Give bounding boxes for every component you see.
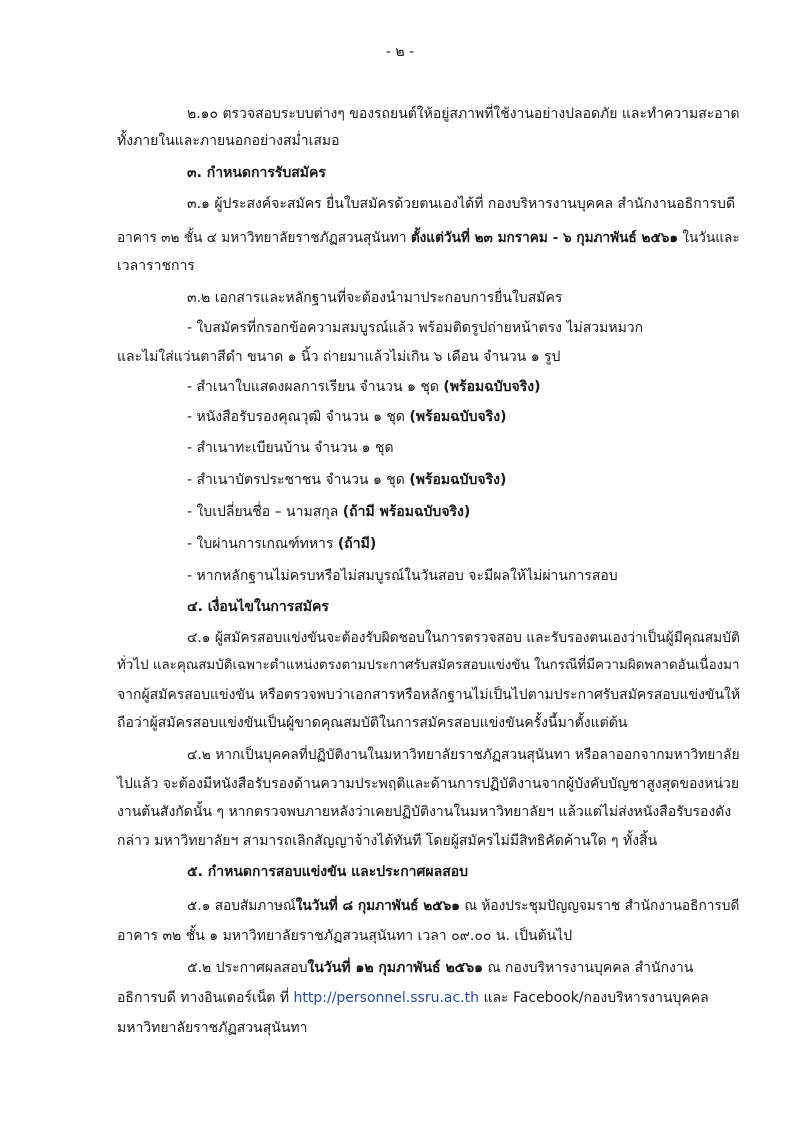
doc-house-registration: - สำเนาทะเบียนบ้าน จำนวน ๑ ชุด bbox=[187, 440, 394, 456]
item-4-1-line1: ๔.๑ ผู้สมัครสอบแข่งขันจะต้องรับผิดชอบในการตรวจสอบ และรับรองตนเองว่าเป็นผู้มีคุณสมบัติ bbox=[187, 630, 740, 646]
item-3-2-intro: ๓.๒ เอกสารและหลักฐานที่จะต้องนำมาประกอบการยื่นใบสมัคร bbox=[187, 290, 563, 306]
item-5-1-location: ณ ห้องประชุมปัญญจมราช สำนักงานอธิการบดี bbox=[460, 898, 740, 914]
item-5-2-line3: มหาวิทยาลัยราชภัฏสวนสุนันทา bbox=[117, 1020, 308, 1036]
item-5-1-date: ในวันที่ ๘ กุมภาพันธ์ ๒๕๖๑ bbox=[295, 898, 460, 914]
item-3-1-tail: ในวันและ bbox=[678, 230, 740, 246]
item-5-2-facebook: และ Facebook/กองบริหารงานบุคคล bbox=[479, 990, 709, 1006]
doc-military-note: (ถ้ามี) bbox=[337, 536, 377, 552]
item-5-2-label: ๕.๒ ประกาศผลสอบ bbox=[187, 960, 308, 976]
doc-military-text: - ใบผ่านการเกณฑ์ทหาร bbox=[187, 536, 338, 552]
item-2-10-line2: ทั้งภายในและภายนอกอย่างสม่ำเสมอ bbox=[117, 133, 340, 149]
item-2-10-line1: ๒.๑๐ ตรวจสอบระบบต่างๆ ของรถยนต์ให้อยู่สภาพที่ใช้งานอย่างปลอดภัย และทำความสะอาด bbox=[187, 106, 740, 122]
doc-certificate-note: (พร้อมฉบับจริง) bbox=[409, 409, 507, 425]
item-3-1-line3: เวลาราชการ bbox=[117, 258, 195, 274]
item-5-1-line2: อาคาร ๓๒ ชั้น ๑ มหาวิทยาลัยราชภัฏสวนสุนันทา เวลา ๐๙.๐๐ น. เป็นต้นไป bbox=[117, 928, 573, 944]
doc-transcript-text: - สำเนาใบแสดงผลการเรียน จำนวน ๑ ชุด bbox=[187, 379, 444, 395]
item-5-2-line1 bbox=[187, 958, 693, 978]
doc-certificate bbox=[187, 407, 507, 427]
doc-id-card-note: (พร้อมฉบับจริง) bbox=[409, 472, 507, 488]
item-3-1-location: อาคาร ๓๒ ชั้น ๔ มหาวิทยาลัยราชภัฏสวนสุนันทา bbox=[117, 230, 411, 246]
item-4-2-line4: กล่าว มหาวิทยาลัยฯ สามารถเลิกสัญญาจ้างได้ทันที โดยผู้สมัครไม่มีสิทธิคัดค้านใด ๆ ทั้งสิ้น bbox=[117, 833, 658, 849]
item-5-2-location: ณ กองบริหารงานบุคคล สำนักงาน bbox=[483, 960, 694, 976]
item-4-1-line3: จากผู้สมัครสอบแข่งขัน หรือตรวจพบว่าเอกสารหรือหลักฐานไม่เป็นไปตามประกาศรับสมัครสอบแข่งขันให้ bbox=[117, 687, 741, 703]
doc-incomplete-warning: - หากหลักฐานไม่ครบหรือไม่สมบูรณ์ในวันสอบ จะมีผลให้ไม่ผ่านการสอบ bbox=[187, 568, 618, 584]
page-number: - ๒ - bbox=[385, 44, 415, 60]
doc-id-card bbox=[187, 470, 506, 490]
doc-photo-line2: และไม่ใส่แว่นตาสีดำ ขนาด ๑ นิ้ว ถ่ายมาแล้วไม่เกิน ๖ เดือน จำนวน ๑ รูป bbox=[117, 349, 561, 365]
doc-name-change-note: (ถ้ามี พร้อมฉบับจริง) bbox=[342, 504, 471, 520]
doc-transcript bbox=[187, 377, 540, 397]
doc-photo-line1: - ใบสมัครที่กรอกข้อความสมบูรณ์แล้ว พร้อมติดรูปถ่ายหน้าตรง ไม่สวมหมวก bbox=[187, 320, 644, 336]
doc-id-card-text: - สำเนาบัตรประชาชน จำนวน ๑ ชุด bbox=[187, 472, 410, 488]
item-5-1-line1 bbox=[187, 896, 739, 916]
item-5-1-label: ๕.๑ สอบสัมภาษณ์ bbox=[187, 898, 296, 914]
item-4-2-line1: ๔.๒ หากเป็นบุคคลที่ปฏิบัติงานในมหาวิทยาลัยราชภัฏสวนสุนันทา หรือลาออกจากมหาวิทยาลัย bbox=[187, 747, 740, 763]
item-3-1-date-range: ตั้งแต่วันที่ ๒๓ มกราคม - ๖ กุมภาพันธ์ ๒๕๖๑ bbox=[410, 230, 679, 246]
personnel-website-link[interactable]: http://personnel.ssru.ac.th bbox=[293, 990, 479, 1006]
doc-name-change bbox=[187, 502, 470, 522]
item-5-2-date: ในวันที่ ๑๒ กุมภาพันธ์ ๒๕๖๑ bbox=[307, 960, 484, 976]
item-4-2-line3: งานต้นสังกัดนั้น ๆ หากตรวจพบภายหลังว่าเคยปฏิบัติงานในมหาวิทยาลัยฯ แล้วแต่ไม่ส่งหนังสือรับรองดัง bbox=[117, 804, 732, 820]
item-4-1-line4: ถือว่าผู้สมัครสอบแข่งขันเป็นผู้ขาดคุณสมบัติในการสมัครสอบแข่งขันครั้งนี้มาตั้งแต่ต้น bbox=[117, 715, 628, 731]
item-4-2-line2: ไปแล้ว จะต้องมีหนังสือรับรองด้านความประพฤติและด้านการปฏิบัติงานจากผู้บังคับบัญชาสูงสุดของหน่วย bbox=[117, 776, 740, 792]
item-3-1-line1: ๓.๑ ผู้ประสงค์จะสมัคร ยื่นใบสมัครด้วยตนเองได้ที่ กองบริหารงานบุคคล สำนักงานอธิการบดี bbox=[187, 196, 736, 212]
section4-heading: ๔. เงื่อนไขในการสมัคร bbox=[187, 599, 329, 615]
section3-heading: ๓. กำหนดการรับสมัคร bbox=[187, 165, 326, 181]
section5-heading: ๕. กำหนดการสอบแข่งขัน และประกาศผลสอบ bbox=[187, 864, 469, 880]
doc-transcript-note: (พร้อมฉบับจริง) bbox=[443, 379, 541, 395]
item-5-2-channel: อธิการบดี ทางอินเตอร์เน็ต ที่ bbox=[117, 990, 294, 1006]
doc-military bbox=[187, 534, 376, 554]
item-4-1-line2: ทั่วไป และคุณสมบัติเฉพาะตำแหน่งตรงตามประกาศรับสมัครสอบแข่งขัน ในกรณีที่มีความผิดพลาดอันเนื่องมา bbox=[117, 658, 740, 673]
doc-certificate-text: - หนังสือรับรองคุณวุฒิ จำนวน ๑ ชุด bbox=[187, 409, 410, 425]
item-3-1-line2 bbox=[117, 228, 740, 248]
item-5-2-line2 bbox=[117, 988, 709, 1008]
doc-name-change-text: - ใบเปลี่ยนชื่อ – นามสกุล bbox=[187, 504, 343, 520]
